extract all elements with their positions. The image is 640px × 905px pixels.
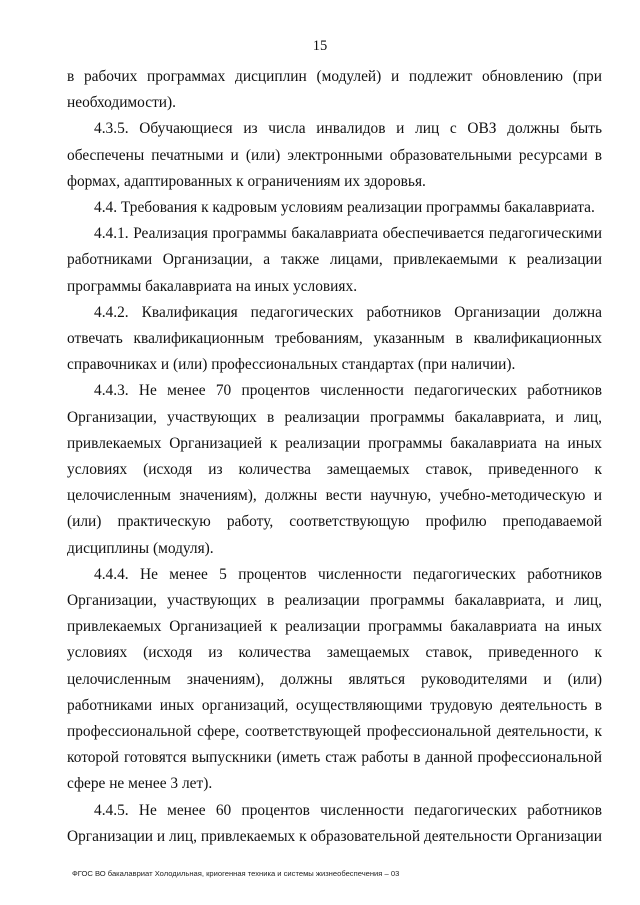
paragraph-4-4-1: 4.4.1. Реализация программы бакалавриата обеспечивается педагогическими работниками Организации, а также лицами, привлекаемыми к реализации программы бакалавриата на иных условиях. (67, 225, 602, 295)
paragraph-4-4-5: 4.4.5. Не менее 60 процентов численности педагогических работников Организации и лиц, привлекаемых к образовательной деятельности Организации (67, 801, 602, 845)
document-body (67, 64, 602, 850)
paragraph-4-4-3: 4.4.3. Не менее 70 процентов численности педагогических работников Организации, участвующих в реализации программы бакалавриата, и лиц, привлекаемых Организацией к реализации программы бакалавриата на иных условиях (исходя из количества замещаемых ставок, приведенного к целочисленным значениям), должны вести научную, учебно-методическую и (или) практическую работу, соответствующую профилю преподаваемой дисциплины (модуля). (67, 382, 602, 557)
page-number: 15 (312, 38, 328, 54)
paragraph-4-4: 4.4. Требования к кадровым условиям реализации программы бакалавриата. (94, 199, 595, 217)
paragraph-4-3-5: 4.3.5. Обучающиеся из числа инвалидов и лиц с ОВЗ должны быть обеспечены печатными и (или) электронными образовательными ресурсами в формах, адаптированных к ограничениям их здоровья. (67, 120, 602, 190)
paragraph-4-4-2: 4.4.2. Квалификация педагогических работников Организации должна отвечать квалификационным требованиям, указанным в квалификационных справочниках и (или) профессиональных стандартах (при наличии). (67, 303, 602, 374)
paragraph-4-4-4: 4.4.4. Не менее 5 процентов численности педагогических работников Организации, участвующих в реализации программы бакалавриата, и лиц, привлекаемых Организацией к реализации программы бакалавриата на иных условиях (исходя из количества замещаемых ставок, приведенного к целочисленным значениям), должны являться руководителями и (или) работниками иных организаций, осуществляющими трудовую деятельность в профессиональной сфере, соответствующей профессиональной деятельности, к которой готовятся выпускники (иметь стаж работы в данной профессиональной сфере не менее 3 лет). (67, 565, 602, 793)
paragraph-continuation: в рабочих программах дисциплин (модулей) и подлежит обновлению (при необходимости). (67, 68, 602, 112)
page-footer: ФГОС ВО бакалавриат Холодильная, криогенная техника и системы жизнеобеспечения – 03 (72, 869, 400, 878)
